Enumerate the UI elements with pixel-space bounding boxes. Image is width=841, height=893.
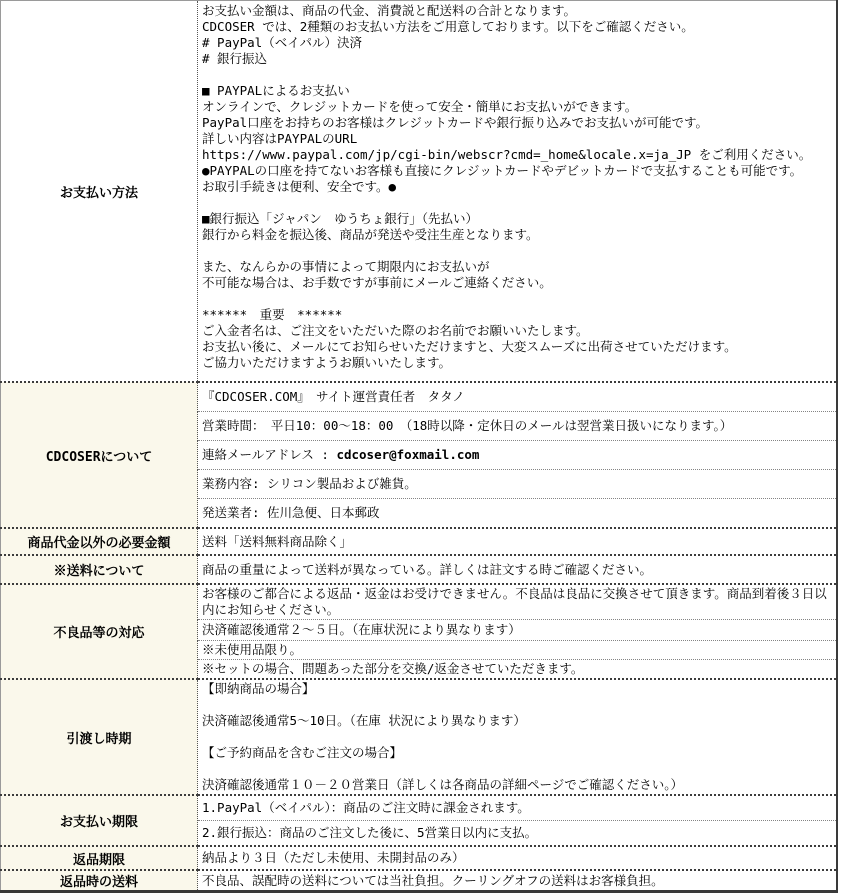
text-line [202,195,832,211]
shipping-note-text: 商品の重量によって送料が異なっている。詳しくは註文する時ご確認ください。 [198,555,838,584]
row-header-defective-items: 不良品等の対応 [1,584,198,679]
row-header-delivery-time: 引渡し時期 [1,679,198,795]
cdcoser-shipping-carriers: 発送業者: 佐川急便、日本郵政 [198,499,838,529]
text-line: 【即納商品の場合】 [202,681,315,696]
extra-fees-text: 送料「送料無料商品除く」 [198,528,838,555]
row-header-shipping-note: ※送料について [1,555,198,584]
text-line [202,761,832,777]
text-line: 銀行から料金を振込後、商品が発送や受注生産となります。 [202,227,539,242]
text-line [202,291,832,307]
text-line: お支払い金額は、商品の代金、消費説と配送料の合計となります。 [202,3,577,18]
return-shipping-text: 不良品、誤配時の送料については当社負担。クーリングオフの送料はお客様負担。 [198,870,838,892]
text-line: ■ PAYPALによるお支払い [202,83,350,98]
text-line: PayPal口座をお持ちのお客様はクレジットカードや銀行振り込みでお支払いが可能です。 [202,115,708,130]
text-line: また、なんらかの事情によって期限内にお支払いが [202,259,490,274]
cdcoser-business-description: 業務内容: シリコン製品および雑貨。 [198,470,838,499]
defective-exchange-time: 決済確認後通常２～５日。（在庫状況により異なります） [198,620,838,641]
text-line: ●PAYPALの口座を持てないお客様も直接にクレジットカードやデビットカードで支払することも可能です。 [202,163,803,178]
text-line: CDCOSER では、2種類のお支払い方法をご用意しております。以下をご確認ください。 [202,19,694,34]
text-line: お支払い後に、メールにてお知らせいただけますと、大変スムーズに出荷させていただけます。 [202,339,737,354]
cdcoser-business-hours: 営業時間： 平日10：00～18：00 （18時以降・定休日のメールは翌営業日扱いになります。） [198,412,838,441]
return-deadline-text: 納品より３日（ただし未使用、未開封品のみ） [198,846,838,870]
text-line [202,67,832,83]
text-line: 決済確認後通常5～10日。（在庫 状況により異なります） [202,713,526,728]
text-line: https://www.paypal.com/jp/cgi-bin/webscr?cmd=_home&locale.x=ja_JP をご利用ください。 [202,147,812,162]
row-header-payment-deadline: お支払い期限 [1,795,198,846]
text-line: オンラインで、クレジットカードを使って安全・簡単にお支払いができます。 [202,99,638,114]
row-header-extra-fees: 商品代金以外の必要金額 [1,528,198,555]
payment-method-text [198,1,838,383]
payment-deadline-paypal: 1.PayPal（ベイパル）：商品のご注文時に課金されます。 [198,795,838,821]
row-header-return-deadline: 返品期限 [1,846,198,870]
cdcoser-site-operator: 『CDCOSER.COM』 サイト運営責任者 タタノ [198,382,838,412]
text-line: # 銀行振込 [202,51,268,66]
defective-unused-only-note: ※未使用品限り。 [198,641,838,660]
contact-email-address: cdcoser@foxmail.com [336,447,480,462]
text-line: ****** 重要 ****** [202,307,343,322]
text-line: ご入金者名は、ご注文をいただいた際のお名前でお願いいたします。 [202,323,589,338]
text-line: # PayPal（ベイパル）決済 [202,35,362,50]
text-line: お取引手続きは便利、安全です。● [202,179,397,194]
contact-email-label: 連絡メールアドレス : [202,447,337,462]
text-line [202,243,832,259]
text-line: 決済確認後通常１０－２０営業日（詳しくは各商品の詳細ページでご確認ください。） [202,777,684,792]
text-line: ご協力いただけますようお願いいたします。 [202,355,452,370]
row-header-payment-method: お支払い方法 [1,1,198,383]
row-header-return-shipping: 返品時の送料 [1,870,198,892]
text-line [202,729,832,745]
text-line [202,697,832,713]
text-line: 【ご予約商品を含むご注文の場合】 [202,745,403,760]
text-line: ■銀行振込「ジャパン ゆうちょ銀行」（先払い） [202,211,479,226]
defective-set-note: ※セットの場合、問題あった部分を交換/返金させていただきます。 [198,660,838,680]
delivery-time-text [198,679,838,795]
payment-deadline-bank: 2.銀行振込：商品のご注文した後に、5営業日以内に支払。 [198,821,838,847]
text-line: 不可能な場合は、お手数ですが事前にメールご連絡ください。 [202,275,552,290]
text-line: 詳しい内容はPAYPALのURL [202,131,358,146]
defective-policy-text: お客様のご都合による返品・返金はお受けできません。不良品は良品に交換させて頂きます。商品到着後３日以内にお知らせください。 [198,584,838,620]
cdcoser-contact-email-row [198,441,838,470]
row-header-about-cdcoser: CDCOSERについて [1,382,198,528]
